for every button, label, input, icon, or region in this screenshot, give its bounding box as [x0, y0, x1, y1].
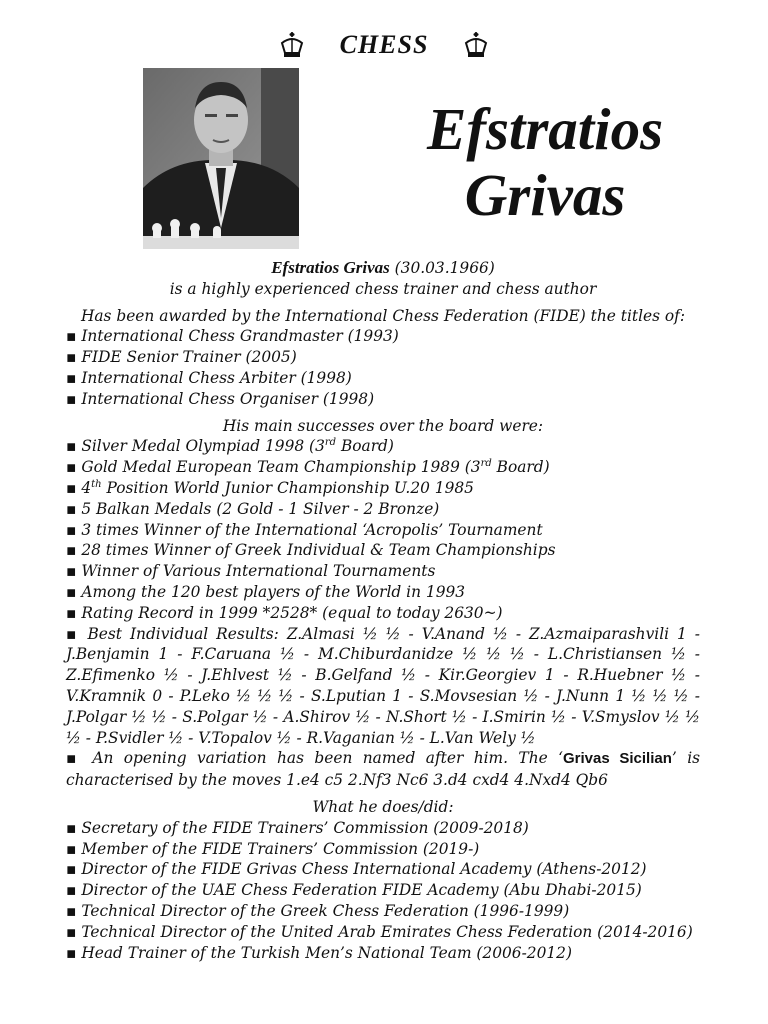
list-item: ▪ 3 times Winner of the International ‘Acropolis’ Tournament — [66, 520, 700, 541]
last-name: Grivas — [464, 162, 626, 228]
intro-tagline: is a highly experienced chess trainer and chess author — [169, 279, 597, 298]
list-item: ▪ 4th Position World Junior Championship U.20 1985 — [66, 478, 700, 499]
featured-name — [400, 96, 690, 228]
header-title: CHESS — [339, 30, 429, 59]
page-header — [0, 28, 768, 62]
first-name: Efstratios — [426, 96, 664, 162]
best-results: ▪ Best Individual Results: Z.Almasi ½ ½ - V.Anand ½ - Z.Azmaiparashvili 1 - J.Benjamin 1 - F.Caruana ½ - M.Chiburdanidze ½ ½ ½ - L.Christiansen ½ - Z.Efimenko ½ - J.Ehlvest ½ - B.Gelfand ½ - Kir.Georgiev 1 - R.Huebner ½ - V.Kramnik 0 - P.Leko ½ ½ ½ - S.Lputian 1 - S.Movsesian ½ - J.Nunn 1 ½ ½ ½ - J.Polgar ½ ½ - S.Polgar ½ - A.Shirov ½ - N.Short ½ - I.Smirin ½ - V.Smyslov ½ ½ ½ - P.Svidler ½ - V.Topalov ½ - R.Vaganian ½ - L.Van Wely ½ — [66, 624, 700, 749]
successes-heading: His main successes over the board were: — [222, 416, 544, 435]
portrait-photo — [143, 68, 299, 249]
titles-heading: Has been awarded by the International Chess Federation (FIDE) the titles of: — [80, 306, 686, 325]
list-item: ▪ Director of the FIDE Grivas Chess International Academy (Athens-2012) — [66, 859, 700, 880]
intro-name: Efstratios Grivas — [271, 258, 390, 277]
list-item: ▪ Member of the FIDE Trainers’ Commission (2019-) — [66, 839, 700, 860]
list-item: ▪ 5 Balkan Medals (2 Gold - 1 Silver - 2 Bronze) — [66, 499, 700, 520]
list-item: ▪ Winner of Various International Tournaments — [66, 561, 700, 582]
list-item: ▪ FIDE Senior Trainer (2005) — [66, 347, 700, 368]
list-item: ▪ Rating Record in 1999 *2528* (equal to today 2630~) — [66, 603, 700, 624]
list-item: ▪ Director of the UAE Chess Federation FIDE Academy (Abu Dhabi-2015) — [66, 880, 700, 901]
intro — [66, 258, 700, 279]
crown-icon — [462, 31, 490, 59]
list-item: ▪ Secretary of the FIDE Trainers’ Commission (2009-2018) — [66, 818, 700, 839]
list-item: ▪ Technical Director of the United Arab Emirates Chess Federation (2014-2016) — [66, 922, 700, 943]
list-item: ▪ Gold Medal European Team Championship 1989 (3rd Board) — [66, 457, 700, 478]
roles-section — [66, 797, 700, 963]
intro-dob: (30.03.1966) — [394, 259, 495, 277]
list-item: ▪ Technical Director of the Greek Chess Federation (1996-1999) — [66, 901, 700, 922]
opening-variation: ▪ An opening variation has been named after him. The ‘Grivas Sicilian’ is characterised by the moves 1.e4 c5 2.Nf3 Nc6 3.d4 cxd4 4.Nxd4 Qb6 — [66, 748, 700, 791]
crown-icon — [278, 31, 306, 59]
list-item: ▪ Silver Medal Olympiad 1998 (3rd Board) — [66, 436, 700, 457]
titles-section — [66, 306, 700, 410]
roles-heading: What he does/did: — [312, 797, 454, 816]
successes-section — [66, 416, 700, 791]
list-item: ▪ International Chess Organiser (1998) — [66, 389, 700, 410]
list-item: ▪ Head Trainer of the Turkish Men’s National Team (2006-2012) — [66, 943, 700, 964]
biography — [66, 258, 700, 963]
list-item: ▪ International Chess Arbiter (1998) — [66, 368, 700, 389]
list-item: ▪ 28 times Winner of Greek Individual & Team Championships — [66, 540, 700, 561]
variation-name: Grivas Sicilian — [563, 750, 672, 768]
list-item: ▪ Among the 120 best players of the World in 1993 — [66, 582, 700, 603]
list-item: ▪ International Chess Grandmaster (1993) — [66, 326, 700, 347]
